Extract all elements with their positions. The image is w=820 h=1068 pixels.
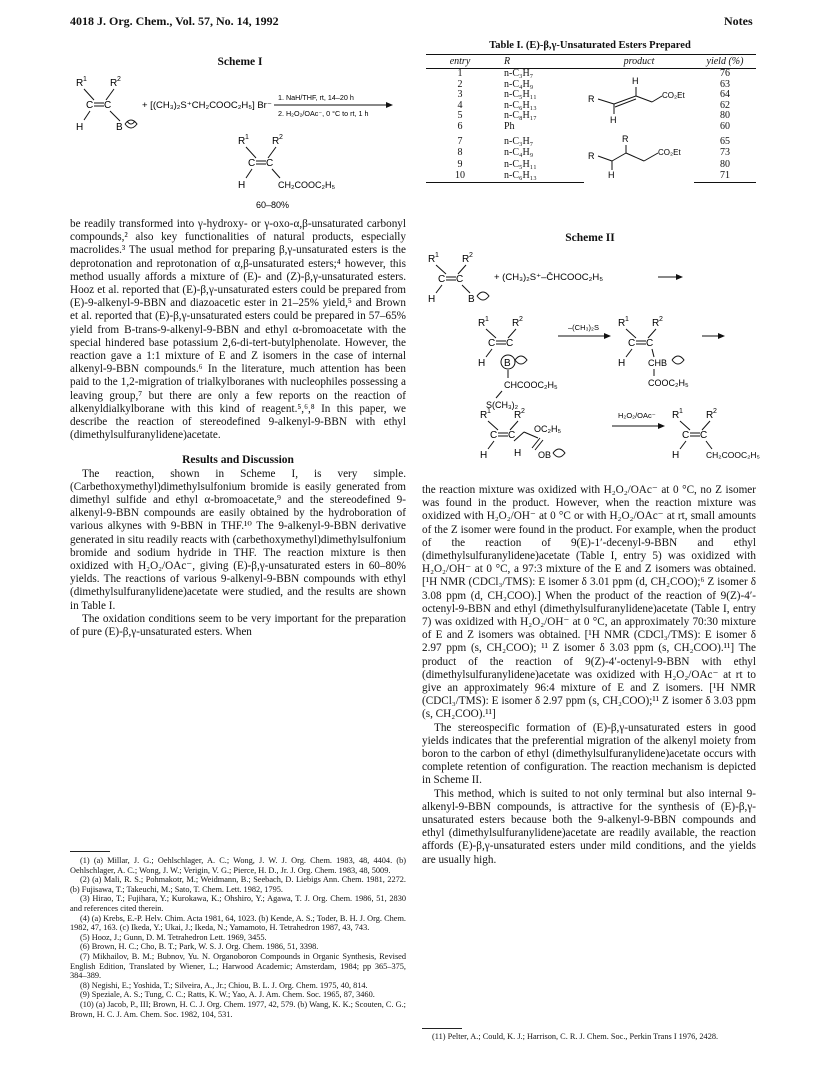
svg-text:R: R (618, 318, 626, 329)
svg-text:R: R (478, 318, 486, 329)
footnote: (3) Hirao, T.; Fujihara, Y.; Kurokawa, K.; Ohshiro, Y.; Agawa, T. J. Org. Chem. 1986, 51, 2830 and references cited therein. (70, 894, 406, 913)
svg-text:C: C (86, 100, 94, 111)
svg-text:H: H (672, 450, 680, 461)
svg-text:2: 2 (117, 76, 121, 83)
svg-text:2: 2 (521, 408, 525, 415)
footnote: (5) Hooz, J.; Gunn, D. M. Tetrahedron Lett. 1969, 3455. (80, 932, 267, 942)
scheme-2-title: Scheme II (565, 232, 615, 244)
svg-text:B: B (504, 358, 511, 369)
svg-text:R: R (272, 136, 280, 147)
table-row: 3 n-C₅H₁₁ 64 (457, 89, 730, 101)
svg-text:2: 2 (659, 316, 663, 323)
svg-text:H: H (610, 114, 617, 124)
results-paragraph-1: The reaction, shown in Scheme I, is very simple. (Carbethoxymethyl)dimethylsulfonium bromide is easily generated from dimethyl sulfide and ethyl α-bromoacetate,⁹ and the stereodefined 9-alkenyl-9-BBN compounds are easily obtained by the hydroboration of various alkynes with 9-BBN in THF.¹⁰ The 9-alkenyl-9-BBN derivative generated in situ readily reacts with (carbethoxymethyl)dimethylsulfonium bromide and sodium hydride in THF. The reaction mixture is then oxidized with H₂O₂/OAc⁻, giving (E)-β,γ-unsaturated esters in 60–80% yields. The reactions of various 9-alkenyl-9-BBN compounds with ethyl (dimethylsulfuranylidene)acetate were studied, and the results are shown in Table I. (70, 467, 406, 612)
product-structure-2 (584, 133, 694, 179)
mechanism-paragraph: The stereospecific formation of (E)-β,γ-unsaturated esters in good yields indicates that the preferential migration of the alkenyl moiety from boron to the carbon of ethyl (dimethylsulfuranylidene)acetate occurs with complete retention of configuration. The reaction mechanism is depicted in Scheme II. (422, 721, 756, 787)
table-row: 1 n-C₃H₇ H R CO₂Et H 76 (426, 69, 756, 80)
svg-text:C: C (104, 100, 112, 111)
footnote-rule (70, 851, 110, 852)
column-header: R (494, 55, 584, 69)
table-row: 10 n-C₆H₁₃ 71 (426, 170, 756, 182)
footnotes-right (422, 1032, 756, 1042)
svg-text:R: R (588, 150, 595, 161)
svg-text:C: C (508, 430, 516, 441)
product-structure-z (584, 133, 694, 183)
results-table (426, 54, 756, 183)
svg-text:1: 1 (487, 408, 491, 415)
svg-text:H: H (428, 294, 436, 305)
running-header: 4018 J. Org. Chem., Vol. 57, No. 14, 1992 (70, 14, 279, 28)
footnote: (8) Negishi, E.; Yoshida, T.; Silveira, A., Jr.; Chiou, B. L. J. Org. Chem. 1975, 40, 814. (80, 980, 368, 990)
footnotes-left (70, 856, 406, 1019)
svg-text:H: H (478, 358, 486, 369)
scheme-1-conditions-2: 2. H₂O₂/OAc⁻, 0 °C to rt, 1 h (278, 109, 369, 118)
svg-text:H: H (632, 75, 639, 86)
svg-text:H: H (608, 169, 615, 179)
svg-text:R: R (672, 410, 680, 421)
product-group-label: CO₂Et (662, 90, 685, 100)
intro-paragraph: be readily transformed into γ-hydroxy- or γ-oxo-α,β-unsaturated carbonyl compounds,² also key functionalities of natural products, especially macrolides.³ The usual method for preparing β,γ-unsaturated esters is the deprotonation and reprotonation of α,β-unsaturated esters;⁴ however, this method usually affords a mixture of (E)- and (Z)-β,γ-unsaturated esters. Hooz et al. reported that (E)-β,γ-unsaturated esters could be prepared from (E)-9-alkenyl-9-BBN and diazoacetic ester in 21–25% yield,⁵ and Brown et al. reported that (E)-β,γ-unsaturated esters could be prepared in 57–65% yield from B-trans-9-alkenyl-9-BBN and ethyl α-bromoacetate with the special hindered base potassium 2,6-di-tert-butylphenolate. However, the reaction gave a 1:1 mixture of E and Z isomers in the case of internal alkenyl-9-BBN compounds.⁶ In the literature, much attention has been paid to the 1,2-migration of trialkylboranes with nucleophiles possessing a leaving group,⁷ but there are only a few reports on the reaction of alkenyldialkylborane with this kind of reagent.⁵,⁶,⁸ In this paper, we describe the reaction of stereodefined 9-alkenyl-9-BBN with ethyl (dimethylsulfuranylidene)acetate. (70, 218, 406, 442)
footnote: (7) Mikhailov, B. M.; Bubnov, Yu. N. Organoboron Compounds in Organic Synthesis, Revised English Edition, Translated by Wiener, L.; Harwood Academic; Amsterdam, 1984; pp 365–375, 384–389. (70, 951, 406, 981)
arrow-icon (604, 333, 611, 339)
table-row: 8 n-C₄H₉ 73 (457, 147, 730, 159)
table-row: 9 n-C₅H₁₁ 80 (457, 158, 730, 170)
svg-text:R: R (588, 93, 595, 104)
footnote: (2) (a) Mali, R. S.; Pohmakotr, M.; Weidmann, B.; Seebach, D. Liebigs Ann. Chem. 1981, 2272. (b) Fujisawa, T.; Takeuchi, M.; Sato, T. Chem. Lett. 1982, 1795. (70, 875, 406, 894)
svg-text:H: H (76, 122, 84, 133)
scheme-2-reagent: + (CH₃)₂S⁺–C̄HCOOC₂H₅ (494, 272, 604, 283)
svg-text:2: 2 (519, 316, 523, 323)
svg-text:R: R (512, 318, 520, 329)
svg-text:1: 1 (435, 252, 439, 259)
scheme-1 (70, 40, 410, 220)
svg-text:C: C (456, 274, 464, 285)
svg-text:R: R (706, 410, 714, 421)
table-title: Table I. (E)-β,γ-Unsaturated Esters Prepared (489, 40, 691, 51)
svg-text:R: R (238, 136, 246, 147)
svg-text:R: R (462, 254, 470, 265)
product-structure-1 (584, 74, 694, 124)
conclusion-paragraph: This method, which is suited to not only terminal but also internal 9-alkenyl-9-BBN compounds, is attractive for the synthesis of (E)-β,γ-unsaturated esters because both the 9-alkenyl-9-BBN compounds and ethyl (dimethylsulfuranylidene)acetate are readily available, the reaction affords (E)-β,γ-unsaturated esters under mild conditions, and the yields are usually high. (422, 787, 756, 866)
arrow-icon (386, 102, 393, 108)
svg-text:B: B (116, 122, 123, 133)
table-row: 6 Ph 60 (457, 120, 730, 132)
scheme-1-yield: 60–80% (256, 200, 290, 210)
footnote: (9) Speziale, A. S.; Tung, C. C.; Ratts, K. W.; Yao, A. J. Am. Chem. Soc. 1965, 87, 3460. (80, 990, 375, 1000)
arrow-icon (676, 274, 683, 280)
svg-text:R: R (514, 410, 522, 421)
right-column (422, 484, 756, 867)
product-group-label: CO₂Et (658, 147, 681, 157)
scheme-1-product-group: CH₂COOC₂H₅ (278, 180, 336, 190)
svg-text:H: H (480, 450, 488, 461)
oxidation-paragraph: the reaction mixture was oxidized with H₂O₂/OAc⁻ at 0 °C, no Z isomer was found in the product. However, when the reaction mixture was oxidized with H₂O₂/OH⁻ at 0 °C or with H₂O₂/OAc⁻ at rt, small amounts of the Z isomer were found in the product. For example, when the product of the reaction of 9(E)-1′-decenyl-9-BBN and ethyl (dimethylsulfuranylidene)acetate (Table I, entry 5) was oxidized with H₂O₂/OH⁻ at 0 °C, a 97:3 mixture of the E and Z isomers was obtained. [¹H NMR (CDCl₃/TMS): E isomer δ 3.01 ppm (d, CH₂COO);⁶ Z isomer δ 3.08 ppm (d, CH₂COO).] When the product of the reaction of 9(Z)-4′-octenyl-9-BBN and ethyl (dimethylsulfuranylidene)acetate (Table I, entry 7) was oxidized with H₂O₂/OH⁻ at 0 °C, an approximately 70:30 mixture of E and Z isomers was obtained. [¹H NMR (CDCl₃/TMS): E isomer δ 2.97 ppm (s, CH₂COO); ¹¹ Z isomer δ 3.03 ppm (s, CH₂COO).¹¹] The product of the reaction of 9(Z)-4′-octenyl-9-BBN with ethyl (dimethylsulfuranylidene)acetate was oxidized with H₂O₂/OAc⁻ at rt to give an approximately 96:4 mixture of E and Z isomers. [¹H NMR (CDCl₃/TMS): E isomer δ 2.97 ppm (s, CH₂COO);¹¹ Z isomer δ 3.03 ppm (s, CH₂COO).¹¹] (422, 484, 756, 721)
scheme-1-reagent: + [(CH₃)₂S⁺CH₂COOC₂H₅] Br⁻ (142, 100, 272, 111)
svg-text:C: C (248, 158, 256, 169)
svg-text:1: 1 (245, 134, 249, 141)
scheme-1-title: Scheme I (217, 56, 263, 68)
scheme-2-product-ester: COOC₂H₅ (648, 378, 689, 388)
table-header-row (426, 55, 756, 69)
table-row: 4 n-C₆H₁₃ 62 (457, 99, 730, 111)
column-header: entry (426, 55, 494, 69)
scheme-2-leaving-group: S(CH₃)₂ (486, 400, 519, 410)
svg-text:R: R (76, 78, 84, 89)
table-row: 7 n-C₃H₇ R R CO₂Et H 65 (426, 133, 756, 148)
svg-text:1: 1 (679, 408, 683, 415)
footnote: (6) Brown, H. C.; Cho, B. T.; Park, W. S. J. Org. Chem. 1986, 51, 3398. (80, 942, 319, 952)
footnote: (10) (a) Jacob, P., III; Brown, H. C. J. Org. Chem. 1977, 42, 579. (b) Wang, K. K.; Scouten, C. G.; Brown, H. C. J. Am. Chem. Soc. 1982, 104, 531. (70, 999, 406, 1019)
svg-text:R: R (428, 254, 436, 265)
footnote: (11) Pelter, A.; Could, K. J.; Harrison, C. R. J. Chem. Soc., Perkin Trans I 1976, 2428. (432, 1032, 719, 1041)
column-header: yield (%) (694, 55, 756, 69)
svg-text:C: C (682, 430, 690, 441)
table-row: 2 n-C₄H₉ 63 (457, 78, 730, 90)
svg-text:C: C (488, 338, 496, 349)
svg-text:R: R (622, 133, 629, 144)
scheme-1-conditions-1: 1. NaH/THF, rt, 14–20 h (278, 93, 354, 102)
svg-text:C: C (646, 338, 654, 349)
left-column (70, 218, 406, 639)
svg-text:C: C (438, 274, 446, 285)
svg-text:C: C (700, 430, 708, 441)
svg-text:CHB: CHB (648, 358, 668, 368)
svg-text:1: 1 (83, 76, 87, 83)
footnote: (4) (a) Krebs, E.-P. Helv. Chim. Acta 1981, 64, 1023. (b) Kende, A. S.; Toder, B. H. J. Org. Chem. 1982, 47, 163. (c) Ikeda, Y.; Ukai, J.; Ikeda, N.; Yamamoto, H. Tetrahedron 1987, 43, 743. (70, 913, 406, 933)
svg-text:B: B (468, 294, 475, 305)
svg-text:1: 1 (625, 316, 629, 323)
svg-text:C: C (490, 430, 498, 441)
section-label: Notes (724, 14, 753, 28)
footnote: (1) (a) Millar, J. G.; Oehlschlager, A. C.; Wong, J. W. J. Org. Chem. 1983, 48, 4404. (b) Oehlschlager, A. C.; Wong, J. W.; Verigin, V. G.; Pierce, H. D., Jr. J. Org. Chem. 1983, 48, 5009. (70, 856, 406, 875)
column-header: product (584, 55, 694, 69)
results-paragraph-2: The oxidation conditions seem to be very important for the preparation of pure (E)-β,γ-unsaturated esters. When (70, 612, 406, 639)
arrow-icon (658, 423, 665, 429)
svg-text:2: 2 (469, 252, 473, 259)
svg-text:2: 2 (279, 134, 283, 141)
product-structure-e (584, 69, 694, 133)
svg-text:C: C (506, 338, 514, 349)
svg-text:1: 1 (485, 316, 489, 323)
scheme-2-step-label: –(CH₃)₂S (568, 323, 599, 332)
svg-text:H: H (618, 358, 626, 369)
footnote-rule (422, 1028, 462, 1029)
svg-text:R: R (110, 78, 118, 89)
scheme-2-oxidant: H₂O₂/OAc⁻ (618, 411, 656, 420)
results-heading: Results and Discussion (182, 454, 294, 467)
svg-text:C: C (266, 158, 274, 169)
svg-text:H: H (514, 448, 522, 459)
arrow-icon (718, 333, 725, 339)
svg-text:C: C (628, 338, 636, 349)
scheme-1-structures (70, 72, 410, 222)
svg-text:OB: OB (538, 450, 552, 460)
svg-text:R: R (480, 410, 488, 421)
svg-text:R: R (652, 318, 660, 329)
svg-text:2: 2 (713, 408, 717, 415)
svg-text:H: H (238, 180, 246, 191)
table-row: 5 n-C₈H₁₇ 80 (457, 110, 730, 122)
scheme-2-final-group: CH₂COOC₂H₅ (706, 450, 760, 460)
scheme-2-enolate: OC₂H₅ (534, 424, 562, 434)
scheme-2-intermediate: CHCOOC₂H₅ (504, 380, 558, 390)
scheme-2-structures (422, 248, 762, 470)
